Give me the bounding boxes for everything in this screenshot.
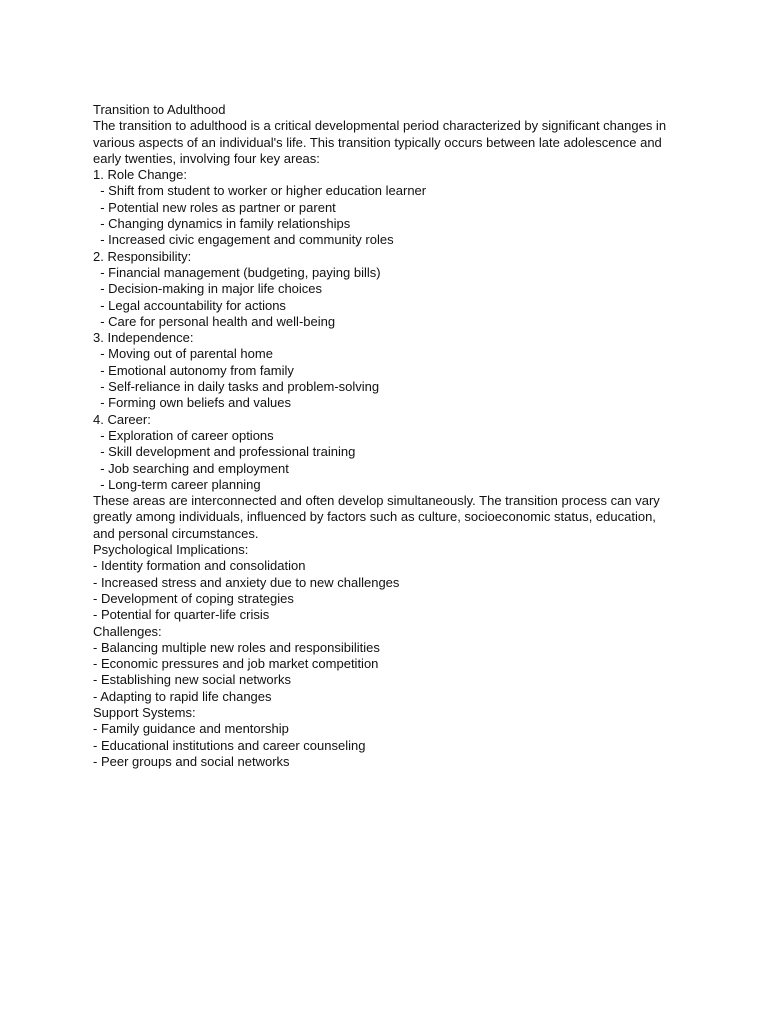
list-item: - Increased civic engagement and community roles [93,232,394,248]
list-item: - Family guidance and mentorship [93,721,289,737]
list-challenges [93,624,693,705]
intro-line: early twenties, involving four key areas: [93,150,320,166]
list-item: - Adapting to rapid life changes [93,688,272,704]
list-heading: Challenges: [93,623,162,639]
list-item: - Establishing new social networks [93,672,291,688]
summary-paragraph [93,493,693,542]
summary-line: greatly among individuals, influenced by factors such as culture, socioeconomic status, education, [93,509,656,525]
list-item: - Financial management (budgeting, paying bills) [93,264,381,280]
list-support-systems [93,705,693,770]
list-item: - Job searching and employment [93,460,289,476]
section-heading: 1. Role Change: [93,167,187,183]
list-heading: Psychological Implications: [93,542,249,558]
section-career [93,412,693,493]
section-heading: 3. Independence: [93,330,194,346]
list-item: - Exploration of career options [93,427,274,443]
section-independence [93,330,693,411]
list-item: - Potential for quarter-life crisis [93,607,270,623]
list-item: - Balancing multiple new roles and responsibilities [93,639,380,655]
summary-line: These areas are interconnected and often develop simultaneously. The transition process can vary [93,493,660,509]
list-item: - Changing dynamics in family relationships [93,216,351,232]
list-item: - Care for personal health and well-being [93,313,336,329]
list-item: - Development of coping strategies [93,590,294,606]
document-page [93,102,693,770]
list-item: - Economic pressures and job market competition [93,656,379,672]
list-item: - Moving out of parental home [93,346,273,362]
list-item: - Identity formation and consolidation [93,558,306,574]
list-item: - Peer groups and social networks [93,753,290,769]
intro-paragraph [93,118,693,167]
list-item: - Skill development and professional training [93,444,356,460]
list-item: - Self-reliance in daily tasks and problem-solving [93,379,380,395]
list-item: - Increased stress and anxiety due to new challenges [93,574,400,590]
intro-line: various aspects of an individual's life. This transition typically occurs between late adolescence and [93,134,662,150]
document-title: Transition to Adulthood [93,102,226,117]
list-item: - Legal accountability for actions [93,297,286,313]
list-item: - Educational institutions and career counseling [93,737,366,753]
intro-line: The transition to adulthood is a critical developmental period characterized by significant changes in [93,118,667,134]
list-item: - Forming own beliefs and values [93,395,291,411]
section-responsibility [93,249,693,330]
section-role-change [93,167,693,248]
list-item: - Shift from student to worker or higher education learner [93,183,427,199]
list-item: - Decision-making in major life choices [93,281,323,297]
list-heading: Support Systems: [93,704,196,720]
section-heading: 2. Responsibility: [93,248,192,264]
list-psychological-implications [93,542,693,623]
list-item: - Potential new roles as partner or parent [93,199,336,215]
summary-line: and personal circumstances. [93,525,259,541]
section-heading: 4. Career: [93,411,151,427]
list-item: - Long-term career planning [93,476,261,492]
list-item: - Emotional autonomy from family [93,362,294,378]
